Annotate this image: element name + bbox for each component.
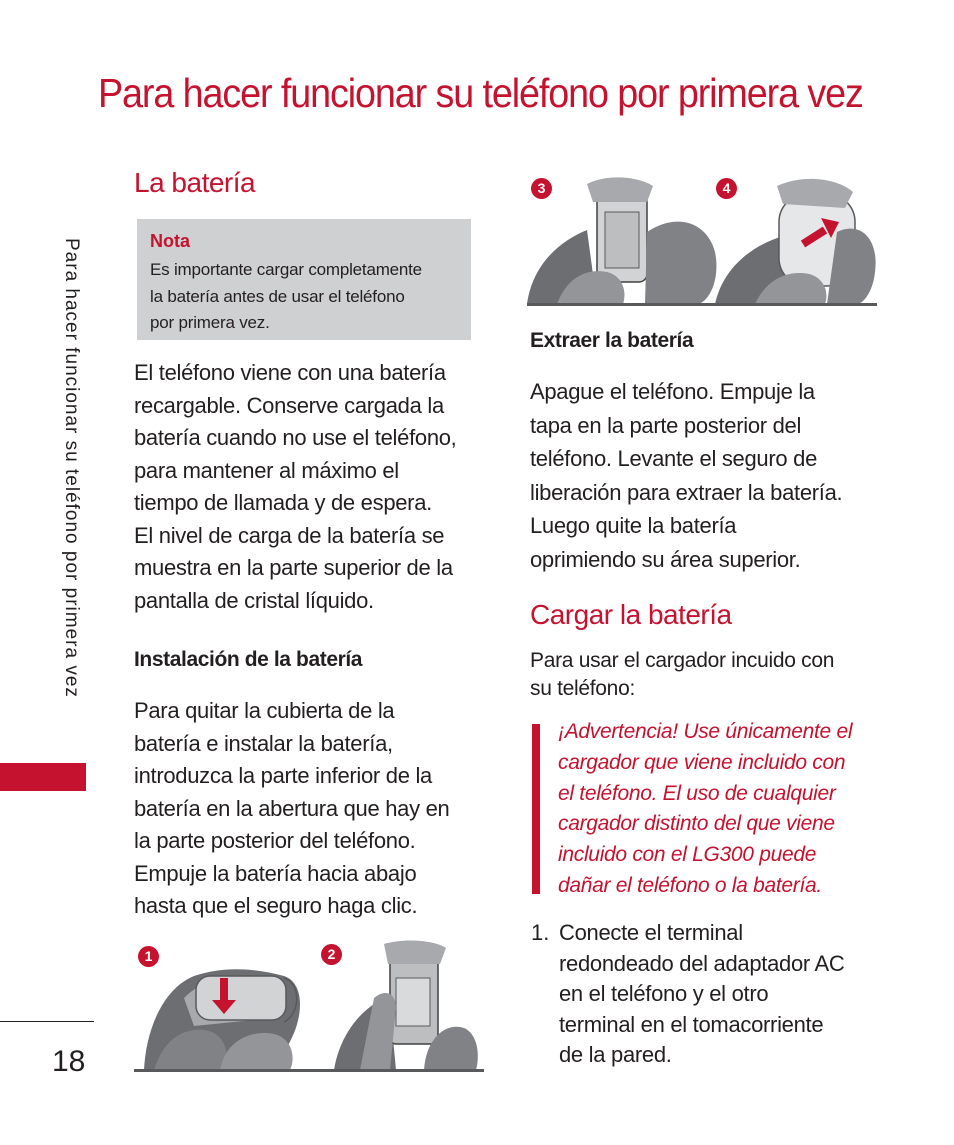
warning-line: ¡Advertencia! Use únicamente el	[558, 720, 853, 743]
warning-bar	[532, 724, 540, 894]
paragraph-line: su teléfono:	[530, 677, 635, 700]
warning-line: cargador distinto del que viene	[558, 812, 835, 836]
note-box	[137, 219, 471, 340]
paragraph-line: Para quitar la cubierta de la	[134, 698, 395, 723]
subheading-remove: Extraer la batería	[530, 329, 694, 352]
paragraph-line: tiempo de llamada y de espera.	[134, 490, 432, 515]
page-number: 18	[52, 1045, 86, 1078]
list-line: terminal en el tomacorriente	[559, 1011, 824, 1037]
paragraph-line: recargable. Conserve cargada la	[134, 392, 444, 418]
list-line: Conecte el terminal	[559, 920, 743, 945]
paragraph-line: para mantener al máximo el	[134, 457, 399, 483]
note-text	[150, 257, 422, 337]
footer-rule	[0, 1021, 94, 1022]
paragraph-line: oprimiendo su área superior.	[530, 546, 801, 572]
intro-paragraph	[134, 357, 457, 617]
paragraph-line: Luego quite la batería	[530, 513, 737, 538]
step-badge-1: 1	[138, 946, 159, 967]
list-item-number: 1.	[531, 920, 550, 945]
paragraph-line: teléfono. Levante el seguro de	[530, 446, 818, 471]
step-badge-2: 2	[321, 944, 342, 965]
paragraph-line: El teléfono viene con una batería	[134, 360, 446, 385]
remove-illustration	[527, 172, 877, 308]
paragraph-line: Apague el teléfono. Empuje la	[530, 379, 815, 404]
list-line: de la pared.	[559, 1042, 672, 1067]
note-line: la batería antes de usar el teléfono	[150, 286, 405, 306]
paragraph-line: introduzca la parte inferior de la	[134, 763, 432, 788]
page-title: Para hacer funcionar su teléfono por primera vez	[98, 70, 863, 116]
paragraph-line: Empuje la batería hacia abajo	[134, 860, 417, 886]
warning-line: el teléfono. El uso de cualquier	[558, 781, 836, 805]
paragraph-line: liberación para extraer la batería.	[530, 479, 843, 505]
charge-intro	[530, 647, 834, 703]
paragraph-line: batería e instalar la batería,	[134, 730, 393, 756]
paragraph-line: El nivel de carga de la batería se	[134, 522, 445, 548]
list-item-text	[559, 918, 844, 1071]
paragraph-line: batería cuando no use el teléfono,	[134, 425, 457, 450]
side-tab-marker	[0, 763, 86, 791]
section-heading-charge: Cargar la batería	[530, 599, 732, 630]
paragraph-line: la parte posterior del teléfono.	[134, 828, 416, 853]
install-illustration	[134, 938, 484, 1073]
paragraph-line: tapa en la parte posterior del	[530, 412, 802, 438]
section-heading-battery: La batería	[134, 167, 256, 198]
warning-line: dañar el teléfono o la batería.	[558, 873, 822, 897]
note-line: Es importante cargar completamente	[150, 260, 422, 279]
remove-paragraph	[530, 375, 842, 576]
note-line: por primera vez.	[150, 313, 270, 332]
paragraph-line: hasta que el seguro haga clic.	[134, 893, 418, 918]
warning-text	[558, 717, 852, 902]
step-badge-3: 3	[531, 178, 552, 199]
paragraph-line: pantalla de cristal líquido.	[134, 587, 374, 613]
note-title: Nota	[150, 231, 190, 251]
paragraph-line: Para usar el cargador incuido con	[530, 649, 835, 672]
warning-line: cargador que viene incluido con	[558, 750, 846, 774]
install-paragraph	[134, 695, 449, 923]
paragraph-line: muestra en la parte superior de la	[134, 555, 453, 580]
list-line: en el teléfono y el otro	[559, 981, 769, 1006]
warning-line: incluido con el LG300 puede	[558, 843, 817, 867]
subheading-install: Instalación de la batería	[134, 648, 363, 671]
list-line: redondeado del adaptador AC	[559, 950, 845, 976]
paragraph-line: batería en la abertura que hay en	[134, 795, 450, 821]
side-tab-label: Para hacer funcionar su teléfono por primera vez	[61, 238, 82, 698]
step-badge-4: 4	[716, 178, 737, 199]
